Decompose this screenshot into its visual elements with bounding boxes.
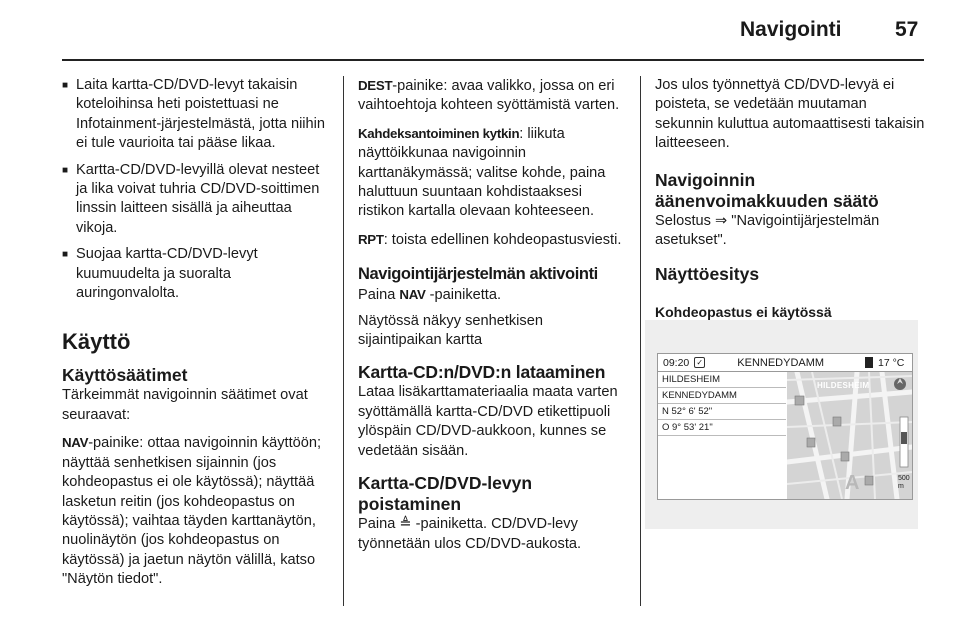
position-info-panel — [658, 372, 786, 499]
switch-label: Kahdeksantoiminen kytkin — [358, 125, 520, 141]
heading-load: Kartta-CD:n/DVD:n lataaminen — [358, 362, 606, 383]
nav-key-label: NAV — [399, 287, 426, 303]
map-scale: 500 m — [898, 475, 910, 490]
nav-paragraph: NAV-painike: ottaa navigoinnin käyttöön; näyttää senhetkisen sijainnin (jos kohdeopastus ei ole käytössä); näyttää lasketun reitin (jos kohdeopastus on käytössä); vaihtaa täyden karttanäytön, nuolinäytön (jos kohdeopastus on käytössä) ja jaetun näytön välillä, katso "Näytön tiedot". — [62, 435, 322, 588]
page-title: Navigointi — [740, 18, 842, 41]
navigation-display — [657, 353, 913, 500]
map-city-label: HILDESHEIM — [817, 381, 870, 390]
map-view[interactable] — [787, 372, 912, 499]
rpt-key-label: RPT — [358, 231, 384, 247]
controls-intro: Tärkeimmät navigoinnin säätimet ovat seuraavat: — [62, 387, 308, 423]
thermometer-icon — [865, 357, 873, 368]
eject-icon: ≜ — [399, 516, 412, 533]
activation-text: Paina NAV -painiketta. — [358, 287, 502, 304]
list-item: ■ Suojaa kartta-CD/DVD-levyt kuumuudelta ja suoralta auringonvalolta. — [62, 245, 328, 303]
bullet-icon: ■ — [62, 249, 69, 261]
heading-controls: Käyttösäätimet — [62, 365, 188, 386]
info-line-longitude: O 9° 53' 21" — [658, 420, 786, 436]
eject-paragraph: Jos ulos työnnettyä CD/DVD-levyä ei poisteta, se vedetään muutaman sekunnin kuluttua automaattisesti takaisin laitteeseen. — [655, 77, 925, 152]
remove-text: Paina ≜ -painiketta. CD/DVD-levy työnnetään ulos CD/DVD-aukosta. — [358, 516, 582, 552]
navigation-screen-figure — [645, 320, 918, 529]
heading-display: Näyttöesitys — [655, 264, 760, 285]
column-1 — [62, 76, 328, 598]
dest-key-label: DEST — [358, 78, 393, 93]
column-divider — [343, 76, 344, 606]
bullet-icon: ■ — [62, 164, 69, 176]
column-2 — [358, 76, 624, 562]
outside-temperature: 17 °C — [878, 356, 905, 369]
clock: 09:20 — [663, 356, 690, 369]
heading-volume: Navigoinnin äänenvoimakkuuden säätö — [655, 169, 879, 211]
header-divider — [62, 59, 924, 61]
dest-paragraph: DEST-painike: avaa valikko, jossa on eri vaihtoehtoja kohteen syöttämistä varten. — [358, 78, 620, 114]
heading-activation: Navigointijärjestelmän aktivointi — [358, 265, 598, 284]
list-item: ■ Laita kartta-CD/DVD-levyt takaisin koteloihinsa heti poistettuasi ne Infotainment-järjestelmästä, jotta niihin ei tule vaurioita tai pääse likaa. — [62, 76, 328, 154]
bullet-icon: ■ — [62, 80, 69, 91]
info-line-street: KENNEDYDAMM — [658, 388, 786, 404]
activation-text-2: Näytössä näkyy senhetkisen sijaintipaikan kartta — [358, 312, 543, 349]
poi-marker: A — [845, 472, 860, 494]
list-item: ■ Kartta-CD/DVD-levyillä olevat nesteet ja lika voivat tuhria CD/DVD-soittimen linssin laitteen sisällä ja aiheuttaa vikoja. — [62, 161, 328, 239]
switch-paragraph: Kahdeksantoiminen kytkin: liikuta näyttöikkunaa navigoinnin karttanäkymässä; valitse kohde, paina haluttuun suuntaan kohdistaaksesi ristikon kartalla olevaan kohteeseen. — [358, 125, 606, 220]
volume-text: Selostus ⇒ "Navigointijärjestelmän asetukset". — [655, 212, 880, 249]
status-bar — [658, 354, 912, 372]
guidance-status-icon: ✓ — [694, 357, 705, 368]
nav-key-label: NAV — [62, 435, 89, 451]
load-text: Lataa lisäkarttamateriaalia maata varten syöttämällä kartta-CD/DVD etikettipuoli ylöspäin CD/DVD-aukkoon, kunnes se vedetään sisään. — [358, 384, 618, 459]
column-divider — [640, 76, 641, 606]
heading-remove: Kartta-CD/DVD-levyn poistaminen — [358, 473, 533, 515]
info-line-latitude: N 52° 6' 52" — [658, 404, 786, 420]
page-number: 57 — [895, 18, 919, 41]
rpt-paragraph: RPT: toista edellinen kohdeopastusviesti. — [358, 231, 622, 248]
section-heading-kaytto: Käyttö — [62, 329, 131, 355]
info-line-city: HILDESHEIM — [658, 372, 786, 388]
current-street: KENNEDYDAMM — [737, 356, 825, 369]
heading-guidance: Kohdeopastus ei käytössä — [655, 304, 832, 321]
column-3 — [655, 76, 925, 323]
